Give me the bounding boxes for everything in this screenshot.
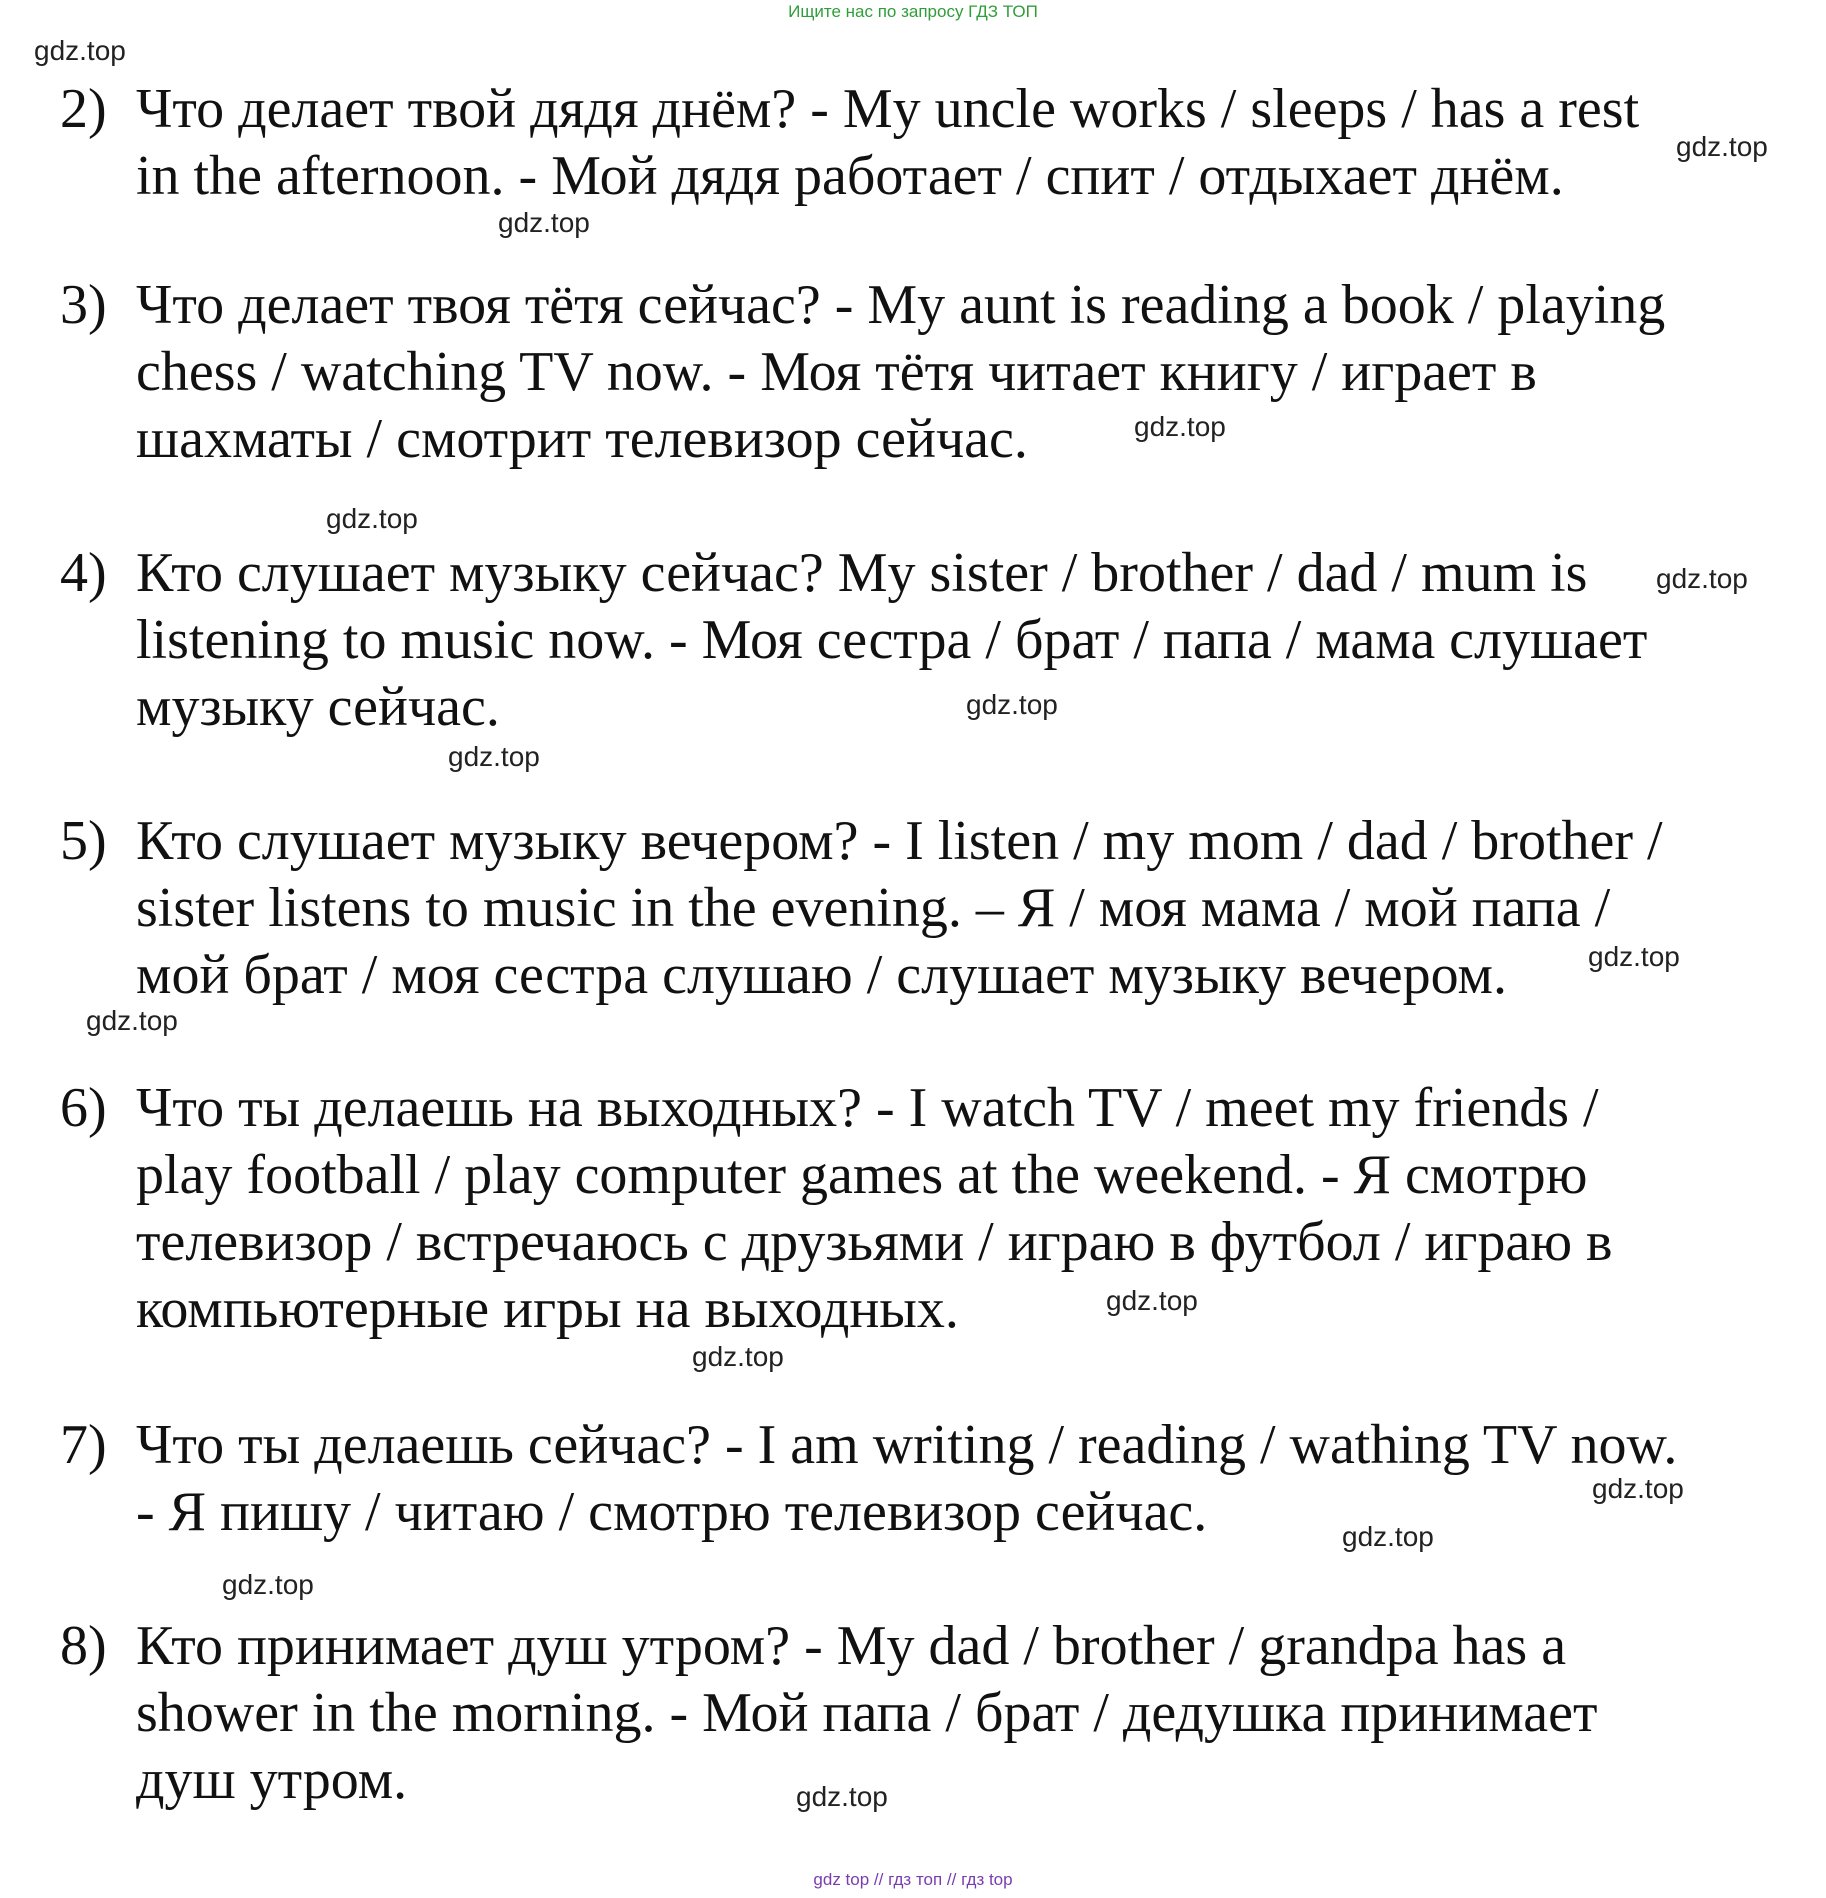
item-text: Что делает твой дядя днём? - My uncle works / sleeps / has a rest in the afternoon. - Мой дядя работает / спит / отдыхает днём. <box>136 78 1640 207</box>
item-number: 2) <box>60 78 107 140</box>
watermark: gdz.top <box>966 689 1058 720</box>
watermark: gdz.top <box>796 1781 888 1812</box>
watermark: gdz.top <box>222 1569 314 1600</box>
item-text: Что делает твоя тётя сейчас? - My aunt is reading a book / playing chess / watching TV now. - Моя тётя читает книгу / играет в шахматы / смотрит телевизор сейчас. <box>136 274 1666 470</box>
watermark: gdz.top <box>448 741 540 772</box>
watermark: gdz.top <box>86 1005 178 1036</box>
item-number: 5) <box>60 810 107 872</box>
item-number: 6) <box>60 1077 107 1139</box>
watermark: gdz.top <box>1134 411 1226 442</box>
item-number: 8) <box>60 1615 107 1677</box>
item-text: Кто принимает душ утром? - My dad / brother / grandpa has a shower in the morning. - Мой папа / брат / дедушка принимает душ утром. <box>136 1615 1598 1811</box>
watermark: gdz.top <box>1676 131 1768 162</box>
watermark: gdz.top <box>1592 1473 1684 1504</box>
watermark: gdz.top <box>1106 1285 1198 1316</box>
top-banner: Ищите нас по запросу ГДЗ ТОП <box>788 2 1038 21</box>
watermark: gdz.top <box>498 207 590 238</box>
watermark: gdz.top <box>1656 563 1748 594</box>
bottom-banner: gdz top // гдз топ // гдз top <box>813 1870 1013 1889</box>
watermark: gdz.top <box>34 35 126 66</box>
item-text: Что ты делаешь сейчас? - I am writing / reading / wathing TV now. - Я пишу / читаю / смотрю телевизор сейчас. <box>136 1414 1678 1543</box>
watermark: gdz.top <box>1342 1521 1434 1552</box>
item-text: Кто слушает музыку вечером? - I listen / my mom / dad / brother / sister listens to music in the evening. – Я / моя мама / мой папа / мой брат / моя сестра слушаю / слушает музыку вечером. <box>136 810 1663 1006</box>
watermark: gdz.top <box>326 503 418 534</box>
watermark: gdz.top <box>1588 941 1680 972</box>
item-number: 4) <box>60 542 107 604</box>
item-text: Что ты делаешь на выходных? - I watch TV / meet my friends / play football / play computer games at the weekend. - Я смотрю телевизор / встречаюсь с друзьями / играю в футбол / играю в компьютерные игры на выходных. <box>136 1077 1613 1340</box>
item-number: 7) <box>60 1414 107 1476</box>
watermark: gdz.top <box>692 1341 784 1372</box>
item-number: 3) <box>60 274 107 336</box>
item-text: Кто слушает музыку сейчас? My sister / brother / dad / mum is listening to music now. - Моя сестра / брат / папа / мама слушает музыку сейчас. <box>136 542 1648 738</box>
